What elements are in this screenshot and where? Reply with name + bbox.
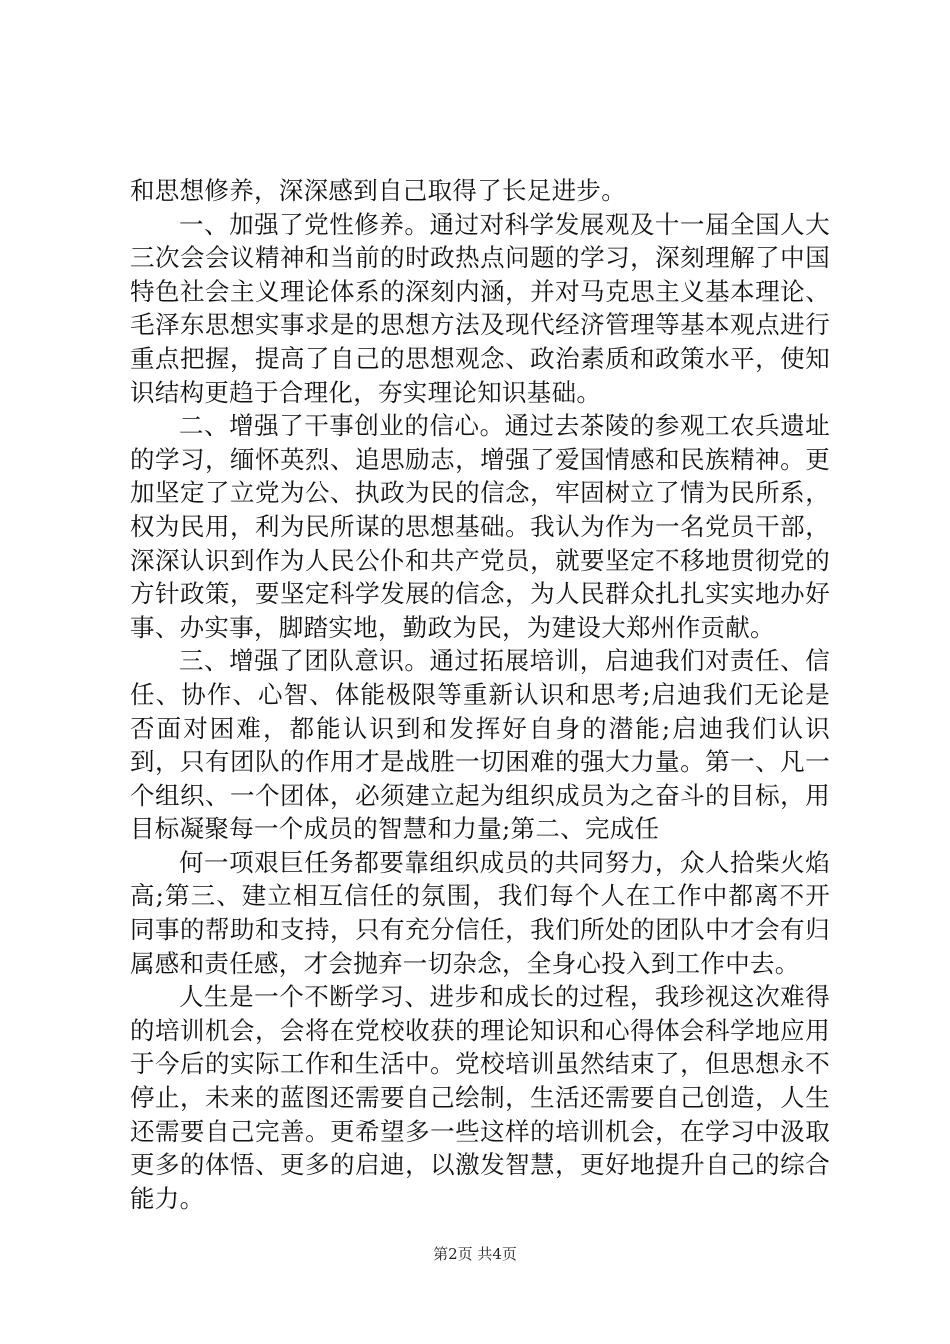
paragraph-1: 和思想修养，深深感到自己取得了长足进步。 xyxy=(130,176,626,205)
paragraph-3: 二、增强了干事创业的信心。通过去茶陵的参观工农兵遗址的学习，缅怀英烈、追思励志，增强了爱国情感和民族精神。更加坚定了立党为公、执政为民的信念，牢固树立了情为民所系，权为民用，利为民所谋的思想基础。我认为作为一名党员干部，深深认识到作为人民公仆和共产党员，就要坚定不移地贯彻党的方针政策，要坚定科学发展的信念，为人民群众扎扎实实地办好事、办实事，脚踏实地，勤政为民，为建设大郑州作贡献。 xyxy=(130,411,830,642)
page-number-footer: 第2页 共4页 xyxy=(433,1245,517,1263)
paragraph-6: 人生是一个不断学习、进步和成长的过程，我珍视这次难得的培训机会，会将在党校收获的理论知识和心得体会科学地应用于今后的实际工作和生活中。党校培训虽然结束了，但思想永不停止，未来的蓝图还需要自己绘制，生活还需要自己创造，人生还需要自己完善。更希望多一些这样的培训机会，在学习中汲取更多的体悟、更多的启迪，以激发智慧，更好地提升自己的综合能力。 xyxy=(130,982,830,1213)
paragraph-2: 一、加强了党性修养。通过对科学发展观及十一届全国人大三次会会议精神和当前的时政热点问题的学习，深刻理解了中国特色社会主义理论体系的深刻内涵，并对马克思主义基本理论、毛泽东思想实事求是的思想方法及现代经济管理等基本观点进行重点把握，提高了自己的思想观念、政治素质和政策水平，使知识结构更趋于合理化，夯实理论知识基础。 xyxy=(130,209,830,407)
document-body xyxy=(130,174,830,1215)
paragraph-5: 何一项艰巨任务都要靠组织成员的共同努力，众人拾柴火焰高;第三、建立相互信任的氛围，我们每个人在工作中都离不开同事的帮助和支持，只有充分信任，我们所处的团队中才会有归属感和责任感，才会抛弃一切杂念，全身心投入到工作中去。 xyxy=(130,847,830,978)
paragraph-4: 三、增强了团队意识。通过拓展培训，启迪我们对责任、信任、协作、心智、体能极限等重新认识和思考;启迪我们无论是否面对困难，都能认识到和发挥好自身的潜能;启迪我们认识到，只有团队的作用才是战胜一切困难的强大力量。第一、凡一个组织、一个团体，必须建立起为组织成员为之奋斗的目标，用目标凝聚每一个成员的智慧和力量;第二、完成任 xyxy=(130,646,830,844)
